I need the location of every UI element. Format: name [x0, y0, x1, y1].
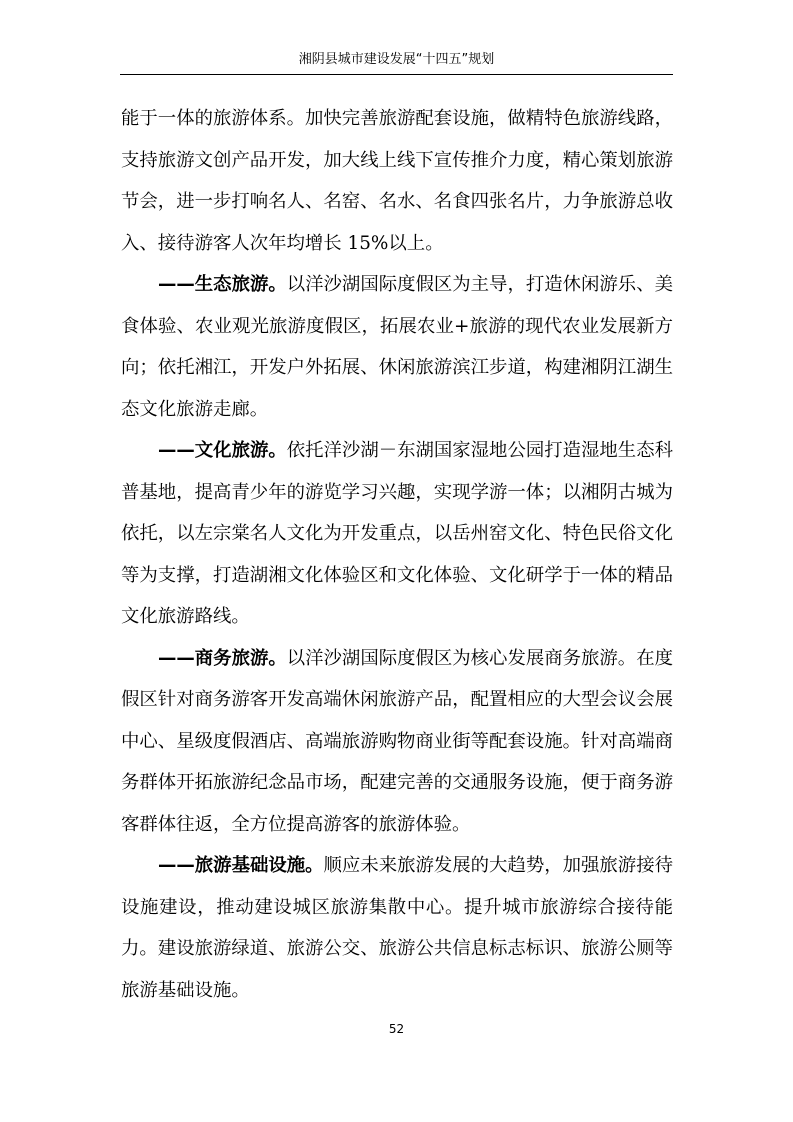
paragraph-text: 依托洋沙湖－东湖国家湿地公园打造湿地生态科普基地，提高青少年的游览学习兴趣，实现学游一体；以湘阴古城为依托，以左宗棠名人文化为开发重点，以岳州窑文化、特色民俗文化等为支撑，打造湖湘文化体验区和文化体验、文化研学于一体的精品文化旅游路线。	[121, 440, 673, 627]
paragraph-lead: ——文化旅游。	[158, 440, 287, 461]
paragraph-text: 顺应未来旅游发展的大趋势，加强旅游接待设施建设，推动建设城区旅游集散中心。提升城市旅游综合接待能力。建设旅游绿道、旅游公交、旅游公共信息标志标识、旅游公厕等旅游基础设施。	[121, 855, 673, 1001]
paragraph-text: 以洋沙湖国际度假区为核心发展商务旅游。在度假区针对商务游客开发高端休闲旅游产品，配置相应的大型会议会展中心、星级度假酒店、高端旅游购物商业街等配套设施。针对高端商务群体开拓旅游纪念品市场，配建完善的交通服务设施，便于商务游客群体往返，全方位提高游客的旅游体验。	[121, 647, 673, 835]
paragraph-continuation	[121, 98, 673, 264]
paragraph-tourism-infrastructure	[121, 845, 673, 1011]
page-number: 52	[388, 1022, 405, 1036]
paragraph-lead: ——商务旅游。	[158, 647, 287, 669]
paragraph-ecological-tourism	[121, 264, 673, 430]
paragraph-lead: ——旅游基础设施。	[158, 855, 324, 876]
paragraph-lead: ——生态旅游。	[158, 274, 287, 295]
document-body	[121, 98, 673, 1011]
paragraph-text: 能于一体的旅游体系。加快完善旅游配套设施，做精特色旅游线路，支持旅游文创产品开发，加大线上线下宣传推介力度，精心策划旅游节会，进一步打响名人、名窑、名水、名食四张名片，力争旅游总收入、接待游客人次年均增长 15%以上。	[121, 108, 673, 254]
running-header	[120, 46, 673, 75]
paragraph-text: 以洋沙湖国际度假区为主导，打造休闲游乐、美食体验、农业观光旅游度假区，拓展农业+旅游的现代农业发展新方向；依托湘江，开发户外拓展、休闲旅游滨江步道，构建湘阴江湖生态文化旅游走廊。	[121, 274, 673, 420]
paragraph-business-tourism	[121, 638, 673, 846]
header-title: 湘阴县城市建设发展“十四五”规划	[298, 52, 495, 67]
paragraph-cultural-tourism	[121, 430, 673, 638]
